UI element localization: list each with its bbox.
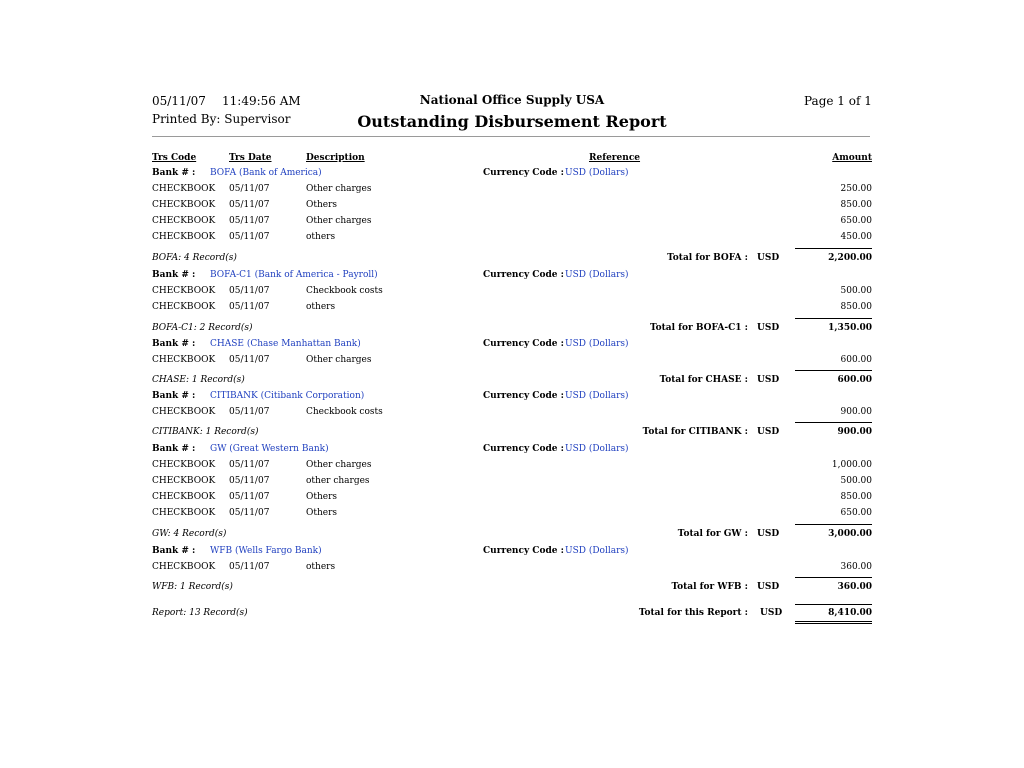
trs-date-cell: 05/11/07 — [229, 301, 270, 312]
report-total-rule — [795, 604, 872, 605]
currency-code-label: Currency Code : — [483, 444, 564, 454]
group-total-label: Total for BOFA-C1 : — [649, 322, 748, 333]
header-rule — [152, 136, 870, 137]
group-record-count: CHASE: 1 Record(s) — [152, 375, 245, 386]
currency-code-label: Currency Code : — [483, 546, 564, 556]
group-record-count: BOFA-C1: 2 Record(s) — [152, 322, 253, 333]
group-total-currency: USD — [757, 253, 780, 264]
bank-name: GW (Great Western Bank) — [210, 444, 329, 454]
subtotal-rule — [795, 577, 872, 578]
group-total-currency: USD — [757, 427, 780, 438]
description-cell: Others — [306, 508, 338, 519]
bank-label: Bank # : — [152, 168, 196, 178]
description-cell: Other charges — [306, 183, 372, 194]
bank-name: BOFA (Bank of America) — [210, 168, 322, 178]
trs-date-cell: 05/11/07 — [229, 216, 270, 227]
report-total-currency: USD — [760, 608, 783, 618]
subtotal-rule — [795, 248, 872, 249]
print-date: 05/11/07 — [152, 94, 206, 108]
trs-date-cell: 05/11/07 — [229, 406, 270, 417]
trs-code-cell: CHECKBOOK — [152, 475, 216, 486]
trs-code-cell: CHECKBOOK — [152, 406, 216, 417]
amount-cell: 900.00 — [840, 406, 872, 417]
currency-code-value: USD (Dollars) — [565, 391, 629, 401]
description-cell: Checkbook costs — [306, 406, 383, 417]
bank-label: Bank # : — [152, 270, 196, 280]
description-cell: others — [306, 232, 336, 243]
trs-date-cell: 05/11/07 — [229, 285, 270, 296]
group-record-count: GW: 4 Record(s) — [152, 529, 227, 540]
page-number: Page 1 of 1 — [804, 94, 872, 108]
trs-date-cell: 05/11/07 — [229, 475, 270, 486]
group-total-amount: 600.00 — [837, 375, 872, 386]
subtotal-rule — [795, 318, 872, 319]
description-cell: Other charges — [306, 459, 372, 470]
currency-code-label: Currency Code : — [483, 168, 564, 178]
trs-date-cell: 05/11/07 — [229, 561, 270, 572]
description-cell: Others — [306, 492, 338, 503]
amount-cell: 500.00 — [840, 285, 872, 296]
trs-code-cell: CHECKBOOK — [152, 183, 216, 194]
group-total-amount: 2,200.00 — [828, 253, 872, 264]
bank-name: CITIBANK (Citibank Corporation) — [210, 391, 365, 401]
trs-code-cell: CHECKBOOK — [152, 354, 216, 365]
group-record-count: WFB: 1 Record(s) — [152, 582, 233, 593]
group-total-currency: USD — [757, 322, 780, 333]
description-cell: Other charges — [306, 216, 372, 227]
column-header-trs-date: Trs Date — [229, 153, 272, 163]
trs-code-cell: CHECKBOOK — [152, 301, 216, 312]
group-total-amount: 360.00 — [837, 582, 872, 593]
amount-cell: 850.00 — [840, 301, 872, 312]
bank-label: Bank # : — [152, 391, 196, 401]
currency-code-value: USD (Dollars) — [565, 168, 629, 178]
trs-date-cell: 05/11/07 — [229, 492, 270, 503]
printed-by: Printed By: Supervisor — [152, 112, 291, 126]
amount-cell: 650.00 — [840, 216, 872, 227]
group-total-currency: USD — [757, 375, 780, 386]
amount-cell: 850.00 — [840, 199, 872, 210]
amount-cell: 360.00 — [840, 561, 872, 572]
group-record-count: CITIBANK: 1 Record(s) — [152, 427, 259, 438]
column-header-trs-code: Trs Code — [152, 153, 197, 163]
report-title: Outstanding Disbursement Report — [357, 112, 667, 131]
company-name: National Office Supply USA — [419, 93, 605, 107]
group-total-amount: 3,000.00 — [828, 529, 872, 540]
report-total-amount: 8,410.00 — [828, 608, 872, 618]
group-record-count: BOFA: 4 Record(s) — [152, 253, 237, 264]
trs-date-cell: 05/11/07 — [229, 232, 270, 243]
bank-label: Bank # : — [152, 444, 196, 454]
bank-name: BOFA-C1 (Bank of America - Payroll) — [210, 270, 378, 280]
currency-code-value: USD (Dollars) — [565, 444, 629, 454]
group-total-label: Total for BOFA : — [667, 253, 748, 264]
trs-date-cell: 05/11/07 — [229, 459, 270, 470]
trs-date-cell: 05/11/07 — [229, 354, 270, 365]
group-total-label: Total for WFB : — [671, 582, 748, 593]
description-cell: other charges — [306, 475, 370, 486]
group-total-amount: 1,350.00 — [828, 322, 872, 333]
currency-code-value: USD (Dollars) — [565, 546, 629, 556]
bank-name: CHASE (Chase Manhattan Bank) — [210, 339, 361, 349]
trs-code-cell: CHECKBOOK — [152, 561, 216, 572]
group-total-currency: USD — [757, 529, 780, 540]
currency-code-label: Currency Code : — [483, 270, 564, 280]
report-total-label: Total for this Report : — [638, 608, 748, 618]
amount-cell: 1,000.00 — [831, 459, 872, 470]
description-cell: others — [306, 561, 336, 572]
currency-code-label: Currency Code : — [483, 391, 564, 401]
column-header-reference: Reference — [589, 153, 641, 163]
amount-cell: 450.00 — [840, 232, 872, 243]
amount-cell: 250.00 — [840, 183, 872, 194]
trs-date-cell: 05/11/07 — [229, 199, 270, 210]
amount-cell: 850.00 — [840, 492, 872, 503]
trs-code-cell: CHECKBOOK — [152, 492, 216, 503]
trs-code-cell: CHECKBOOK — [152, 232, 216, 243]
amount-cell: 650.00 — [840, 508, 872, 519]
print-time: 11:49:56 AM — [222, 94, 301, 108]
trs-code-cell: CHECKBOOK — [152, 459, 216, 470]
description-cell: Other charges — [306, 354, 372, 365]
report-record-count: Report: 13 Record(s) — [152, 608, 248, 618]
group-total-label: Total for CITIBANK : — [642, 427, 748, 438]
trs-code-cell: CHECKBOOK — [152, 216, 216, 227]
currency-code-value: USD (Dollars) — [565, 339, 629, 349]
group-total-amount: 900.00 — [837, 427, 872, 438]
bank-name: WFB (Wells Fargo Bank) — [210, 546, 322, 556]
description-cell: Checkbook costs — [306, 285, 383, 296]
group-total-currency: USD — [757, 582, 780, 593]
description-cell: others — [306, 301, 336, 312]
subtotal-rule — [795, 422, 872, 423]
bank-label: Bank # : — [152, 339, 196, 349]
bank-label: Bank # : — [152, 546, 196, 556]
currency-code-value: USD (Dollars) — [565, 270, 629, 280]
currency-code-label: Currency Code : — [483, 339, 564, 349]
subtotal-rule — [795, 370, 872, 371]
column-header-description: Description — [306, 153, 365, 163]
amount-cell: 500.00 — [840, 475, 872, 486]
subtotal-rule — [795, 524, 872, 525]
column-header-amount: Amount — [832, 153, 872, 163]
trs-code-cell: CHECKBOOK — [152, 199, 216, 210]
trs-date-cell: 05/11/07 — [229, 183, 270, 194]
trs-code-cell: CHECKBOOK — [152, 508, 216, 519]
group-total-label: Total for CHASE : — [659, 375, 748, 386]
trs-date-cell: 05/11/07 — [229, 508, 270, 519]
trs-code-cell: CHECKBOOK — [152, 285, 216, 296]
report-total-double-rule — [795, 621, 872, 624]
group-total-label: Total for GW : — [677, 529, 748, 540]
description-cell: Others — [306, 199, 338, 210]
amount-cell: 600.00 — [840, 354, 872, 365]
